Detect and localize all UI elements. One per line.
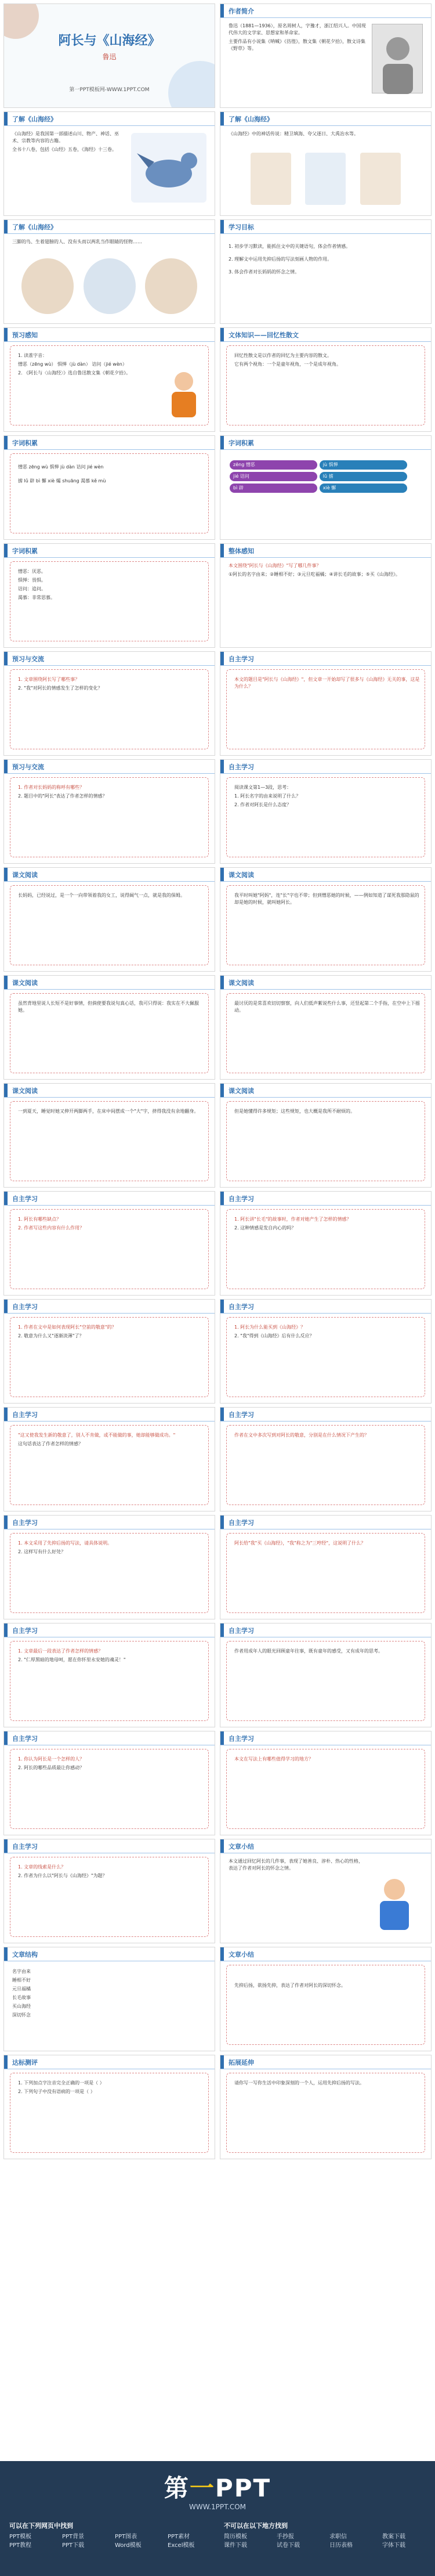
slide-title: 自主学习 — [229, 1627, 254, 1635]
slide-header — [220, 1408, 431, 1422]
slide-thumbnail-12[interactable] — [220, 543, 432, 648]
vocab-pill: bì 辟 — [230, 484, 317, 493]
logo-text: 第 — [164, 2474, 190, 2502]
slide-thumbnail-32[interactable] — [220, 1623, 432, 1727]
cover-url: 第一PPT模板网-WWW.1PPT.COM — [69, 87, 150, 93]
slide-header — [220, 1623, 431, 1637]
slide-text: 1. 阿长有哪些缺点？ — [18, 1217, 61, 1222]
slide-text: 主要作品有小说集《呐喊》《彷徨》，散文集《朝花夕拾》，散文诗集《野草》等。 — [229, 39, 365, 51]
slide-title: 课文阅读 — [12, 871, 38, 879]
footer-link[interactable]: PPT下载 — [62, 2542, 85, 2549]
slide-header — [4, 1192, 215, 1206]
site-footer — [0, 2461, 435, 2576]
slide-text: 1. 文章围绕阿长写了哪些事？ — [18, 677, 80, 682]
slide-text: 1. 阿长名字的由来说明了什么？ — [234, 793, 301, 799]
slide-thumbnail-5[interactable] — [3, 219, 215, 324]
illustration — [21, 258, 197, 314]
slide-text: 一到夏天，睡觉时她又伸开两脚两手，在床中间摆成一个"大"字，挤得我没有余地翻身。 — [18, 1109, 199, 1114]
slide-text: 3. 体会作者对长妈妈的怀念之情。 — [229, 269, 300, 275]
footer-link[interactable]: 试卷下载 — [277, 2542, 300, 2549]
footer-link[interactable]: 手抄报 — [277, 2534, 294, 2540]
slide-header — [4, 1623, 215, 1637]
structure-node: 深切怀念 — [12, 2012, 31, 2018]
slide-text: 《山海经》中的神话传说：精卫填海、夸父逐日、大禹治水等。 — [229, 131, 358, 136]
slide-text: 2. "我"对阿长的情感发生了怎样的变化？ — [18, 686, 103, 691]
slide-thumbnail-2[interactable] — [220, 3, 432, 108]
slide-thumbnail-24[interactable] — [220, 1191, 432, 1296]
slide-title: 自主学习 — [12, 1519, 38, 1527]
footer-link[interactable]: 课件下载 — [224, 2542, 247, 2549]
footer-link[interactable]: 求职信 — [329, 2534, 347, 2540]
slide-title: 自主学习 — [12, 1411, 38, 1419]
slide-text: 2. 敬意为什么又"逐渐淡薄"了？ — [18, 1333, 84, 1338]
slide-thumbnail-6[interactable] — [220, 219, 432, 324]
slide-title: 字词积累 — [229, 439, 254, 447]
slide-header — [4, 1731, 215, 1745]
slide-thumbnail-33[interactable] — [3, 1731, 215, 1835]
slide-text: 本文通过回忆阿长的几件事，表现了她善良、淳朴、热心的性格，表达了作者对阿长的怀念之情。 — [229, 1859, 363, 1871]
slide-title: 自主学习 — [229, 763, 254, 771]
structure-node: 买山海经 — [12, 2004, 31, 2009]
slide-header — [4, 976, 215, 990]
slide-text: 长妈妈，已经说过，是一个一向带领着我的女工，说得阔气一点，就是我的保姆。 — [18, 893, 185, 898]
structure-node: 长毛故事 — [12, 1995, 31, 2000]
slide-text: 2. 作者为什么以"阿长与《山海经》"为题？ — [18, 1873, 107, 1878]
slide-title: 预习与交流 — [12, 763, 44, 771]
footer-link[interactable]: PPT模板 — [9, 2534, 32, 2540]
footer-link[interactable]: PPT图表 — [115, 2534, 137, 2540]
slide-header — [4, 652, 215, 666]
footer-link[interactable]: Word模板 — [115, 2542, 142, 2549]
slide-text: 2. 阿长的哪些品质最让你感动？ — [18, 1765, 85, 1770]
slide-thumbnail-20[interactable] — [220, 975, 432, 1080]
vocab-pill: zēng 憎恶 — [230, 460, 317, 470]
slide-text: "这又使我发生新的敬意了，别人不肯做，或不能做的事，她却能够做成功。" — [18, 1433, 176, 1438]
footer-link[interactable]: PPT素材 — [168, 2534, 190, 2540]
slide-text: 1. 文章最后一段表达了作者怎样的情感？ — [18, 1648, 103, 1654]
slide-header — [4, 2055, 215, 2069]
slide-title: 自主学习 — [229, 1735, 254, 1742]
slide-header — [220, 652, 431, 666]
slide-text: 2. "仁厚黑暗的地母呵，愿在你怀里永安她的魂灵！" — [18, 1657, 126, 1662]
slide-header — [4, 112, 215, 126]
slide-text: 本文的题目是"阿长与《山海经》"，但文章一开始却写了很多与《山海经》无关的事，这是为什么？ — [234, 677, 420, 689]
vocab-pill: jù 惧惮 — [320, 460, 407, 470]
slide-text: 回忆性散文是以作者的回忆为主要内容的散文。 — [234, 353, 332, 358]
brand-logo[interactable] — [0, 2469, 435, 2504]
slide-text: 2. 下列句子中没有语病的一项是（ ） — [18, 2089, 95, 2094]
slide-thumbnail-35[interactable] — [3, 1839, 215, 1943]
slide-title: 自主学习 — [229, 1411, 254, 1419]
illustration — [244, 153, 408, 205]
slide-header — [220, 2055, 431, 2069]
slide-thumbnail-9[interactable] — [3, 435, 215, 540]
slide-text: 2. 《阿长与〈山海经〉》选自鲁迅散文集《朝花夕拾》。 — [18, 370, 131, 376]
slide-header — [220, 868, 431, 882]
slide-header — [220, 1947, 431, 1961]
slide-text: 三脚的鸟、生着翅膀的人、没有头而以两乳当作眼睛的怪物…… — [12, 239, 142, 244]
slide-text: 《山海经》是我国第一部描述山川、物产、神话、巫术、宗教等内容的古籍。 — [12, 131, 119, 143]
slide-header — [220, 1192, 431, 1206]
slide-title: 预习与交流 — [12, 655, 44, 663]
slide-header — [220, 1300, 431, 1314]
slide-thumbnail-7[interactable] — [3, 327, 215, 432]
slide-text: 惧惮：畏惧。 — [18, 578, 46, 583]
slide-thumbnail-14[interactable] — [220, 651, 432, 756]
slide-title: 文章结构 — [12, 1951, 38, 1958]
slide-text: 请你写一写你生活中印象深刻的一个人，运用先抑后扬的写法。 — [234, 2080, 364, 2086]
slide-text: 作者用成年人的眼光回顾童年往事，既有童年的感受，又有成年的思考。 — [234, 1648, 383, 1654]
footer-link[interactable]: 字体下载 — [382, 2542, 405, 2549]
slide-header — [220, 1839, 431, 1853]
slide-header — [4, 1300, 215, 1314]
slide-text: 1. 文章的线索是什么？ — [18, 1864, 66, 1870]
slide-title: 自主学习 — [12, 1735, 38, 1742]
slide-header — [220, 220, 431, 234]
slide-thumbnail-36[interactable] — [220, 1839, 432, 1943]
slide-title: 预习感知 — [12, 331, 38, 339]
slide-text: 1. 读准字音： — [18, 353, 48, 358]
slide-text: 憎恶（zēng wù） 惧惮（jù dàn） 诘问（jié wèn） — [18, 362, 127, 367]
portrait-icon — [372, 24, 423, 94]
footer-link[interactable]: 教案下载 — [382, 2534, 405, 2540]
slide-header — [4, 544, 215, 558]
slide-title: 了解《山海经》 — [229, 116, 273, 123]
slide-header — [220, 112, 431, 126]
footer-column-right — [224, 2521, 433, 2550]
slide-thumbnail-30[interactable] — [220, 1515, 432, 1619]
slide-text: 我平时叫她"阿妈"，连"长"字也不带；但到憎恶她的时候，——例如知道了谋死我那隐鼠的却是她的时候，就叫她阿长。 — [234, 893, 419, 905]
slide-thumbnail-37[interactable] — [3, 1947, 215, 2051]
slide-thumbnail-31[interactable] — [3, 1623, 215, 1727]
structure-node: 名字由来 — [12, 1969, 31, 1974]
cover-title: 阿长与《山海经》 — [58, 34, 161, 48]
footer-link[interactable]: PPT背景 — [62, 2534, 85, 2540]
slide-text: 憎恶 zēng wù 惧惮 jù dàn 诘问 jié wèn — [18, 464, 104, 470]
slide-header — [4, 868, 215, 882]
slide-thumbnail-38[interactable] — [220, 1947, 432, 2051]
slide-title: 课文阅读 — [229, 871, 254, 879]
slide-text: 1. 阿长讲"长毛"的故事时，作者对她产生了怎样的情感？ — [234, 1217, 351, 1222]
slide-text: 2. 理解文中运用先抑后扬的写法刻画人物的作用。 — [229, 257, 332, 262]
slide-title: 拓展延伸 — [229, 2059, 254, 2066]
slide-thumbnail-13[interactable] — [3, 651, 215, 756]
slide-thumbnail-26[interactable] — [220, 1299, 432, 1404]
slide-header — [4, 1516, 215, 1529]
slide-header — [220, 4, 431, 18]
slide-title: 了解《山海经》 — [12, 223, 57, 231]
slide-text: 2. 这种情感是发自内心的吗？ — [234, 1225, 296, 1231]
slide-title: 字词积累 — [12, 439, 38, 447]
slide-text: 渴慕：非常思慕。 — [18, 595, 55, 600]
slide-text: 诘问：追问。 — [18, 586, 46, 591]
slide-text: 先抑后扬，欲扬先抑，表达了作者对阿长的深切怀念。 — [234, 1983, 346, 1988]
slide-title: 自主学习 — [229, 655, 254, 663]
slide-thumbnail-4[interactable] — [220, 111, 432, 216]
mythical-beast-icon — [131, 133, 206, 203]
slide-title: 自主学习 — [12, 1627, 38, 1635]
slide-text: 掳 lǔ 辟 bì 懈 xiè 孀 shuāng 渴慕 kě mù — [18, 478, 106, 484]
slide-thumbnail-17[interactable] — [3, 867, 215, 972]
slide-thumbnail-8[interactable] — [220, 327, 432, 432]
slide-text: 作者在文中多次写到对阿长的敬意，分别是在什么情况下产生的？ — [234, 1433, 369, 1438]
slide-title: 整体感知 — [229, 547, 254, 555]
slide-text: 本文在写法上有哪些值得学习的地方？ — [234, 1756, 313, 1762]
slide-title: 文章小结 — [229, 1951, 254, 1958]
slide-title: 作者简介 — [229, 8, 254, 15]
slide-title: 字词积累 — [12, 547, 38, 555]
slide-thumbnail-18[interactable] — [220, 867, 432, 972]
structure-node: 睡相不好 — [12, 1978, 31, 1983]
slide-thumbnail-29[interactable] — [3, 1515, 215, 1619]
decoration-circle — [168, 61, 215, 108]
footer-link[interactable]: 日历表格 — [329, 2542, 353, 2549]
slide-header — [4, 328, 215, 342]
slide-title: 文章小结 — [229, 1843, 254, 1850]
footer-url[interactable]: WWW.1PPT.COM — [188, 2503, 246, 2511]
slide-text: 2. 题目中的"阿长"表达了作者怎样的情感？ — [18, 793, 107, 799]
vocab-pill: jié 诘问 — [230, 472, 317, 481]
child-reading-icon — [368, 1874, 420, 1932]
slide-thumbnail-15[interactable] — [3, 759, 215, 864]
slide-header — [4, 760, 215, 774]
slide-title: 课文阅读 — [12, 1087, 38, 1095]
slide-text: 2. 作者写这些内容有什么作用？ — [18, 1225, 85, 1231]
slide-thumbnail-40[interactable] — [220, 2055, 432, 2159]
slide-title: 学习目标 — [229, 223, 254, 231]
slide-text: 1. 作者在文中是如何表现阿长"空前的敬意"的？ — [18, 1325, 117, 1330]
slide-text: ①阿长的名字由来；②睡相不好；③元旦吃福橘；④讲长毛的故事；⑤买《山海经》。 — [229, 572, 400, 577]
slide-thumbnail-27[interactable] — [3, 1407, 215, 1511]
slide-thumbnail-1[interactable] — [3, 3, 215, 108]
slide-text: 阅读课文第1—3段，思考： — [234, 785, 292, 790]
slide-title: 自主学习 — [12, 1843, 38, 1850]
logo-text-accent: 一 — [189, 2474, 215, 2502]
slide-header — [4, 1947, 215, 1961]
slide-header — [220, 1084, 431, 1098]
slide-thumbnail-22[interactable] — [220, 1083, 432, 1188]
slide-text: 1. 你认为阿长是一个怎样的人？ — [18, 1756, 85, 1762]
slide-header — [220, 760, 431, 774]
slide-text: 最讨厌的是常喜欢切切察察，向人们低声絮说些什么事，还竖起第二个手指，在空中上下摇动。 — [234, 1001, 420, 1013]
footer-heading: 可以在下列网页中找到 — [9, 2522, 73, 2530]
footer-link[interactable]: Excel模板 — [168, 2542, 195, 2549]
slide-text: 1. 下列加点字注音完全正确的一项是（ ） — [18, 2080, 104, 2086]
slide-title: 达标测评 — [12, 2059, 38, 2066]
slide-text: 这句话表达了作者怎样的情感？ — [18, 1441, 83, 1446]
slide-header — [220, 328, 431, 342]
slide-header — [220, 436, 431, 450]
slide-text: 憎恶：厌恶。 — [18, 569, 46, 574]
slide-title: 自主学习 — [229, 1195, 254, 1203]
slide-text: 1. 本文采用了先抑后扬的写法，请具体说明。 — [18, 1540, 113, 1546]
slide-thumbnail-10[interactable] — [220, 435, 432, 540]
slide-header — [220, 1731, 431, 1745]
slide-title: 课文阅读 — [12, 979, 38, 987]
vocab-pill: lǔ 掳 — [320, 472, 407, 481]
slide-thumbnail-23[interactable] — [3, 1191, 215, 1296]
slide-text: 但是她懂得许多规矩；这些规矩，也大概是我所不耐烦的。 — [234, 1109, 355, 1114]
slide-thumbnail-39[interactable] — [3, 2055, 215, 2159]
footer-link[interactable]: PPT教程 — [9, 2542, 32, 2549]
slide-header — [220, 544, 431, 558]
slide-thumbnail-3[interactable] — [3, 111, 215, 216]
footer-column-left — [9, 2521, 218, 2550]
slide-text: 2. 这样写有什么好处？ — [18, 1549, 66, 1554]
child-reading-icon — [164, 369, 204, 421]
slide-text: 1. 作者对长妈妈的称呼有哪些？ — [18, 785, 85, 790]
slide-text: 2. "我"得到《山海经》后有什么反应？ — [234, 1333, 314, 1338]
slide-title: 课文阅读 — [229, 979, 254, 987]
slide-header — [4, 220, 215, 234]
slide-thumbnail-19[interactable] — [3, 975, 215, 1080]
slide-title: 自主学习 — [12, 1195, 38, 1203]
logo-text: PPT — [215, 2474, 271, 2502]
slide-thumbnail-11[interactable] — [3, 543, 215, 648]
slide-text: 2. 作者对阿长是什么态度？ — [234, 802, 292, 807]
author-portrait — [372, 24, 423, 93]
slide-thumbnail-28[interactable] — [220, 1407, 432, 1511]
slide-text: 全书十八卷，包括《山经》五卷，《海经》十三卷。 — [12, 147, 117, 152]
slide-header — [220, 1516, 431, 1529]
slide-thumbnail-16[interactable] — [220, 759, 432, 864]
slide-title: 自主学习 — [12, 1303, 38, 1311]
slide-title: 课文阅读 — [229, 1087, 254, 1095]
slide-thumbnail-34[interactable] — [220, 1731, 432, 1835]
slide-title: 文体知识——回忆性散文 — [229, 331, 299, 339]
slide-header — [4, 1839, 215, 1853]
slide-text: 鲁迅（1881—1936），原名周树人，字豫才，浙江绍兴人。中国现代伟大的文学家、思想家和革命家。 — [229, 23, 366, 35]
slide-title: 了解《山海经》 — [12, 116, 57, 123]
slide-text: 本文围绕"阿长与《山海经》"写了哪几件事？ — [229, 563, 321, 568]
slide-text: 阿长给"我"买《山海经》，"我"称之为"三哼经"，这说明了什么？ — [234, 1540, 366, 1546]
vocab-pill: xiè 懈 — [320, 484, 407, 493]
slide-header — [4, 1408, 215, 1422]
slide-title: 自主学习 — [229, 1519, 254, 1527]
slide-header — [4, 436, 215, 450]
illustration — [131, 133, 206, 203]
footer-link[interactable]: 简历模板 — [224, 2534, 247, 2540]
footer-heading: 不可以在以下地方找到 — [224, 2522, 288, 2530]
slide-text: 1. 阿长为什么能买到《山海经》？ — [234, 1325, 306, 1330]
slide-title: 自主学习 — [229, 1303, 254, 1311]
slide-text: 1. 初步学习默读，能抓住文中的关键语句，体会作者情感。 — [229, 244, 351, 249]
slide-text: 虽然背地里说人长短不是好事情，但倘使要我说句真心话，我可只得说：我实在不大佩服她。 — [18, 1001, 199, 1013]
slide-thumbnail-25[interactable] — [3, 1299, 215, 1404]
slide-thumbnail-21[interactable] — [3, 1083, 215, 1188]
slide-header — [4, 1084, 215, 1098]
structure-node: 元旦福橘 — [12, 1986, 31, 1991]
slide-text: 它有两个视角：一个是童年视角，一个是成年视角。 — [234, 362, 341, 367]
cover-author: 鲁迅 — [102, 53, 117, 61]
slide-header — [220, 976, 431, 990]
